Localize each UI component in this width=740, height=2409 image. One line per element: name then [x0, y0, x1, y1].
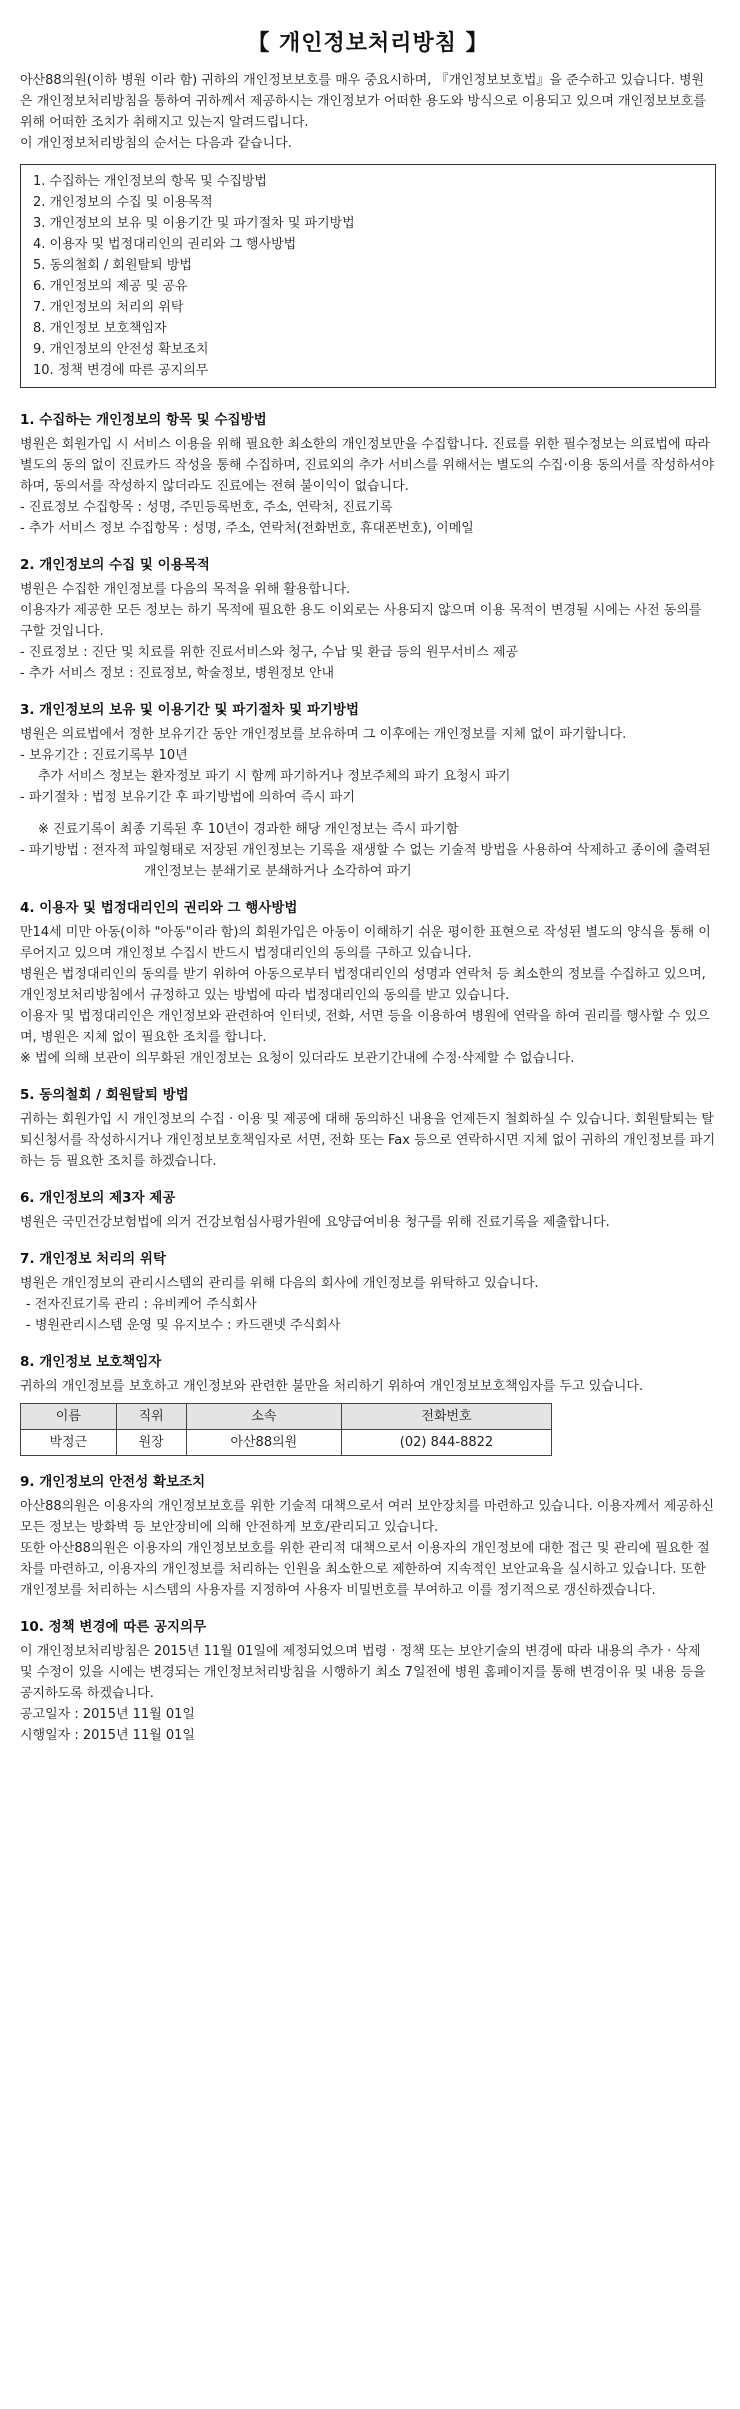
toc-item: 3. 개인정보의 보유 및 이용기간 및 파기절차 및 파기방법: [33, 215, 355, 231]
toc-item: 7. 개인정보의 처리의 위탁: [33, 300, 184, 316]
section-body: 이용자가 제공한 모든 정보는 하기 목적에 필요한 용도 이외로는 사용되지 않으며 이용 목적이 변경될 시에는 사전 동의를 구할 것입니다.: [20, 603, 702, 640]
table-of-contents: [20, 164, 716, 388]
column-header-name: 이름: [21, 1403, 117, 1429]
list-item: - 병원관리시스템 운영 및 유지보수 : 카드랜넷 주식회사: [26, 1317, 341, 1333]
table-header-row: [21, 1403, 552, 1429]
section-heading: 2. 개인정보의 수집 및 이용목적: [20, 557, 210, 574]
privacy-officer-table: [20, 1403, 552, 1456]
section-body: 병원은 국민건강보험법에 의거 건강보험심사평가원에 요양급여비용 청구를 위해 진료기록을 제출합니다.: [20, 1214, 610, 1230]
section-heading: 6. 개인정보의 제3자 제공: [20, 1189, 176, 1206]
section-heading: 8. 개인정보 보호책임자: [20, 1353, 162, 1370]
section-heading: 5. 동의철회 / 회원탈퇴 방법: [20, 1086, 189, 1103]
cell-phone: (02) 844-8822: [342, 1429, 552, 1455]
spacer: [20, 809, 716, 819]
section-withdrawal: [20, 1085, 716, 1172]
list-item: - 추가 서비스 정보 수집항목 : 성명, 주소, 연락처(전화번호, 휴대폰번호), 이메일: [20, 521, 474, 537]
section-body: 이용자 및 법정대리인은 개인정보와 관련하여 인터넷, 전화, 서면 등을 이용하여 병원에 연락을 하여 권리를 행사할 수 있으며, 병원은 지체 없이 필요한 조치를 합니다.: [20, 1008, 710, 1045]
announcement-date: 공고일자 : 2015년 11월 01일: [20, 1706, 195, 1722]
column-header-phone: 전화번호: [342, 1403, 552, 1429]
toc-item: 4. 이용자 및 법정대리인의 권리와 그 행사방법: [33, 236, 297, 252]
column-header-position: 직위: [116, 1403, 186, 1429]
toc-item: 6. 개인정보의 제공 및 공유: [33, 279, 188, 295]
section-body: 귀하의 개인정보를 보호하고 개인정보와 관련한 불만을 처리하기 위하여 개인정보보호책임자를 두고 있습니다.: [20, 1378, 644, 1394]
section-heading: 1. 수집하는 개인정보의 항목 및 수집방법: [20, 412, 267, 429]
list-item: - 추가 서비스 정보 : 진료정보, 학술정보, 병원정보 안내: [20, 666, 335, 682]
section-body: 아산88의원은 이용자의 개인정보보호를 위한 기술적 대책으로서 여러 보안장치를 마련하고 있습니다. 이용자께서 제공하신 모든 정보는 방화벽 등 보안장비에 의해 안전하게 보호/관리되고 있습니다.: [20, 1498, 715, 1535]
section-body: 또한 아산88의원은 이용자의 개인정보보호를 위한 관리적 대책으로서 이용자의 개인정보에 대한 접근 및 관리에 필요한 절차를 마련하고, 이용자의 개인정보를 처리하는 인원을 최소한으로 제한하여 지속적인 보안교육을 실시하고 있습니다. 또한 개인정보를 처리하는 시스템의 사용자를 지정하여 사용자 비밀번호를 부여하고 이를 정기적으로 갱신하겠습니다.: [20, 1540, 710, 1598]
section-heading: 3. 개인정보의 보유 및 이용기간 및 파기절차 및 파기방법: [20, 702, 360, 719]
section-collection-items: [20, 410, 716, 539]
table-row: [21, 1429, 552, 1455]
section-privacy-officer: [20, 1352, 716, 1456]
section-heading: 10. 정책 변경에 따른 공지의무: [20, 1618, 207, 1635]
section-third-party: [20, 1188, 716, 1233]
list-item: - 파기절차 : 법정 보유기간 후 파기방법에 의하여 즉시 파기: [20, 790, 356, 806]
section-body: 만14세 미만 아동(이하 "아동"이라 함)의 회원가입은 아동이 이해하기 쉬운 평이한 표현으로 작성된 별도의 양식을 통해 이루어지고 있으며 개인정보 수집시 반드시 법정대리인의 동의를 구하고 있습니다.: [20, 924, 711, 961]
list-item: - 보유기간 : 진료기록부 10년: [20, 748, 188, 764]
list-item: - 진료정보 수집항목 : 성명, 주민등록번호, 주소, 연락처, 진료기록: [20, 500, 393, 516]
toc-item: 5. 동의철회 / 회원탈퇴 방법: [33, 258, 192, 273]
intro-paragraph: 아산88의원(이하 병원 이라 함) 귀하의 개인정보보호를 매우 중요시하며, 『개인정보보호법』을 준수하고 있습니다. 병원은 개인정보처리방침을 통하여 귀하께서 제공하시는 개인정보가 어떠한 용도와 방식으로 이용되고 있으며 개인정보보호를 위해 어떠한 조치가 취해지고 있는지 알려드립니다.: [20, 72, 706, 130]
section-body: 귀하는 회원가입 시 개인정보의 수집 · 이용 및 제공에 대해 동의하신 내용을 언제든지 철회하실 수 있습니다. 회원탈퇴는 탈퇴신청서를 작성하시거나 개인정보보호책임자로 서면, 전화 또는 Fax 등으로 연락하시면 지체 없이 귀하의 개인정보를 파기하는 등 필요한 조치를 하겠습니다.: [20, 1111, 716, 1169]
section-body: 병원은 법정대리인의 동의를 받기 위하여 아동으로부터 법정대리인의 성명과 연락처 등 최소한의 정보를 수집하고 있으며, 개인정보처리방침에서 규정하고 있는 방법에 따라 법정대리인의 동의를 받고 있습니다.: [20, 966, 706, 1003]
section-body: 이 개인정보처리방침은 2015년 11월 01일에 제정되었으며 법령 · 정책 또는 보안기술의 변경에 따라 내용의 추가 · 삭제 및 수정이 있을 시에는 변경되는 개인정보처리방침을 시행하기 최소 7일전에 병원 홈페이지를 통해 변경이유 및 내용 등을 공지하도록 하겠습니다.: [20, 1643, 706, 1701]
toc-item: 2. 개인정보의 수집 및 이용목적: [33, 194, 213, 210]
section-rights: [20, 898, 716, 1069]
cell-position: 원장: [116, 1429, 186, 1455]
section-heading: 7. 개인정보 처리의 위탁: [20, 1250, 166, 1267]
toc-item: 10. 정책 변경에 따른 공지의무: [33, 363, 209, 379]
section-heading: 4. 이용자 및 법정대리인의 권리와 그 행사방법: [20, 899, 298, 916]
section-body: 병원은 개인정보의 관리시스템의 관리를 위해 다음의 회사에 개인정보를 위탁하고 있습니다.: [20, 1275, 539, 1291]
list-item-detail: 추가 서비스 정보는 환자정보 파기 시 함께 파기하거나 정보주체의 파기 요청시 파기: [38, 769, 511, 785]
section-outsourcing: [20, 1249, 716, 1336]
toc-item: 9. 개인정보의 안전성 확보조치: [33, 342, 209, 358]
column-header-affiliation: 소속: [186, 1403, 341, 1429]
section-note: ※ 진료기록이 최종 기록된 후 10년이 경과한 해당 개인정보는 즉시 파기함: [38, 821, 459, 837]
toc-item: 1. 수집하는 개인정보의 항목 및 수집방법: [33, 173, 267, 189]
cell-name: 박정근: [21, 1429, 117, 1455]
list-item: - 파기방법 : 전자적 파일형태로 저장된 개인정보는 기록을 재생할 수 없는 기술적 방법을 사용하여 삭제하고 종이에 출력된 개인정보는 분쇄기로 분쇄하거나 소각하여 파기: [20, 842, 711, 879]
page-title: 【 개인정보처리방침 】: [247, 31, 489, 56]
list-item: - 진료정보 : 진단 및 치료를 위한 진료서비스와 청구, 수납 및 환급 등의 원무서비스 제공: [20, 645, 519, 661]
section-body: 병원은 의료법에서 정한 보유기간 동안 개인정보를 보유하며 그 이후에는 개인정보를 지체 없이 파기합니다.: [20, 727, 627, 743]
effective-date: 시행일자 : 2015년 11월 01일: [20, 1727, 195, 1743]
section-body: 병원은 회원가입 시 서비스 이용을 위해 필요한 최소한의 개인정보만을 수집합니다. 진료를 위한 필수정보는 의료법에 따라 별도의 동의 없이 진료카드 작성을 통해 수집하며, 진료외의 추가 서비스를 위해서는 별도의 수집·이용 동의서를 작성하셔야 하며, 동의서를 작성하지 않더라도 진료에는 전혀 불이익이 없습니다.: [20, 437, 715, 495]
section-security: [20, 1472, 716, 1601]
section-retention: [20, 700, 716, 881]
toc-item: 8. 개인정보 보호책임자: [33, 321, 167, 337]
section-body: 병원은 수집한 개인정보를 다음의 목적을 위해 활용합니다.: [20, 582, 351, 598]
section-heading: 9. 개인정보의 안전성 확보조치: [20, 1473, 206, 1490]
section-note: ※ 법에 의해 보관이 의무화된 개인정보는 요청이 있더라도 보관기간내에 수정·삭제할 수 없습니다.: [20, 1050, 575, 1066]
cell-affiliation: 아산88의원: [186, 1429, 341, 1455]
section-policy-changes: [20, 1617, 716, 1746]
list-item: - 전자진료기록 관리 : 유비케어 주식회사: [26, 1296, 257, 1312]
section-purpose: [20, 555, 716, 684]
intro: [20, 70, 716, 154]
intro-toc-lead: 이 개인정보처리방침의 순서는 다음과 같습니다.: [20, 135, 292, 151]
